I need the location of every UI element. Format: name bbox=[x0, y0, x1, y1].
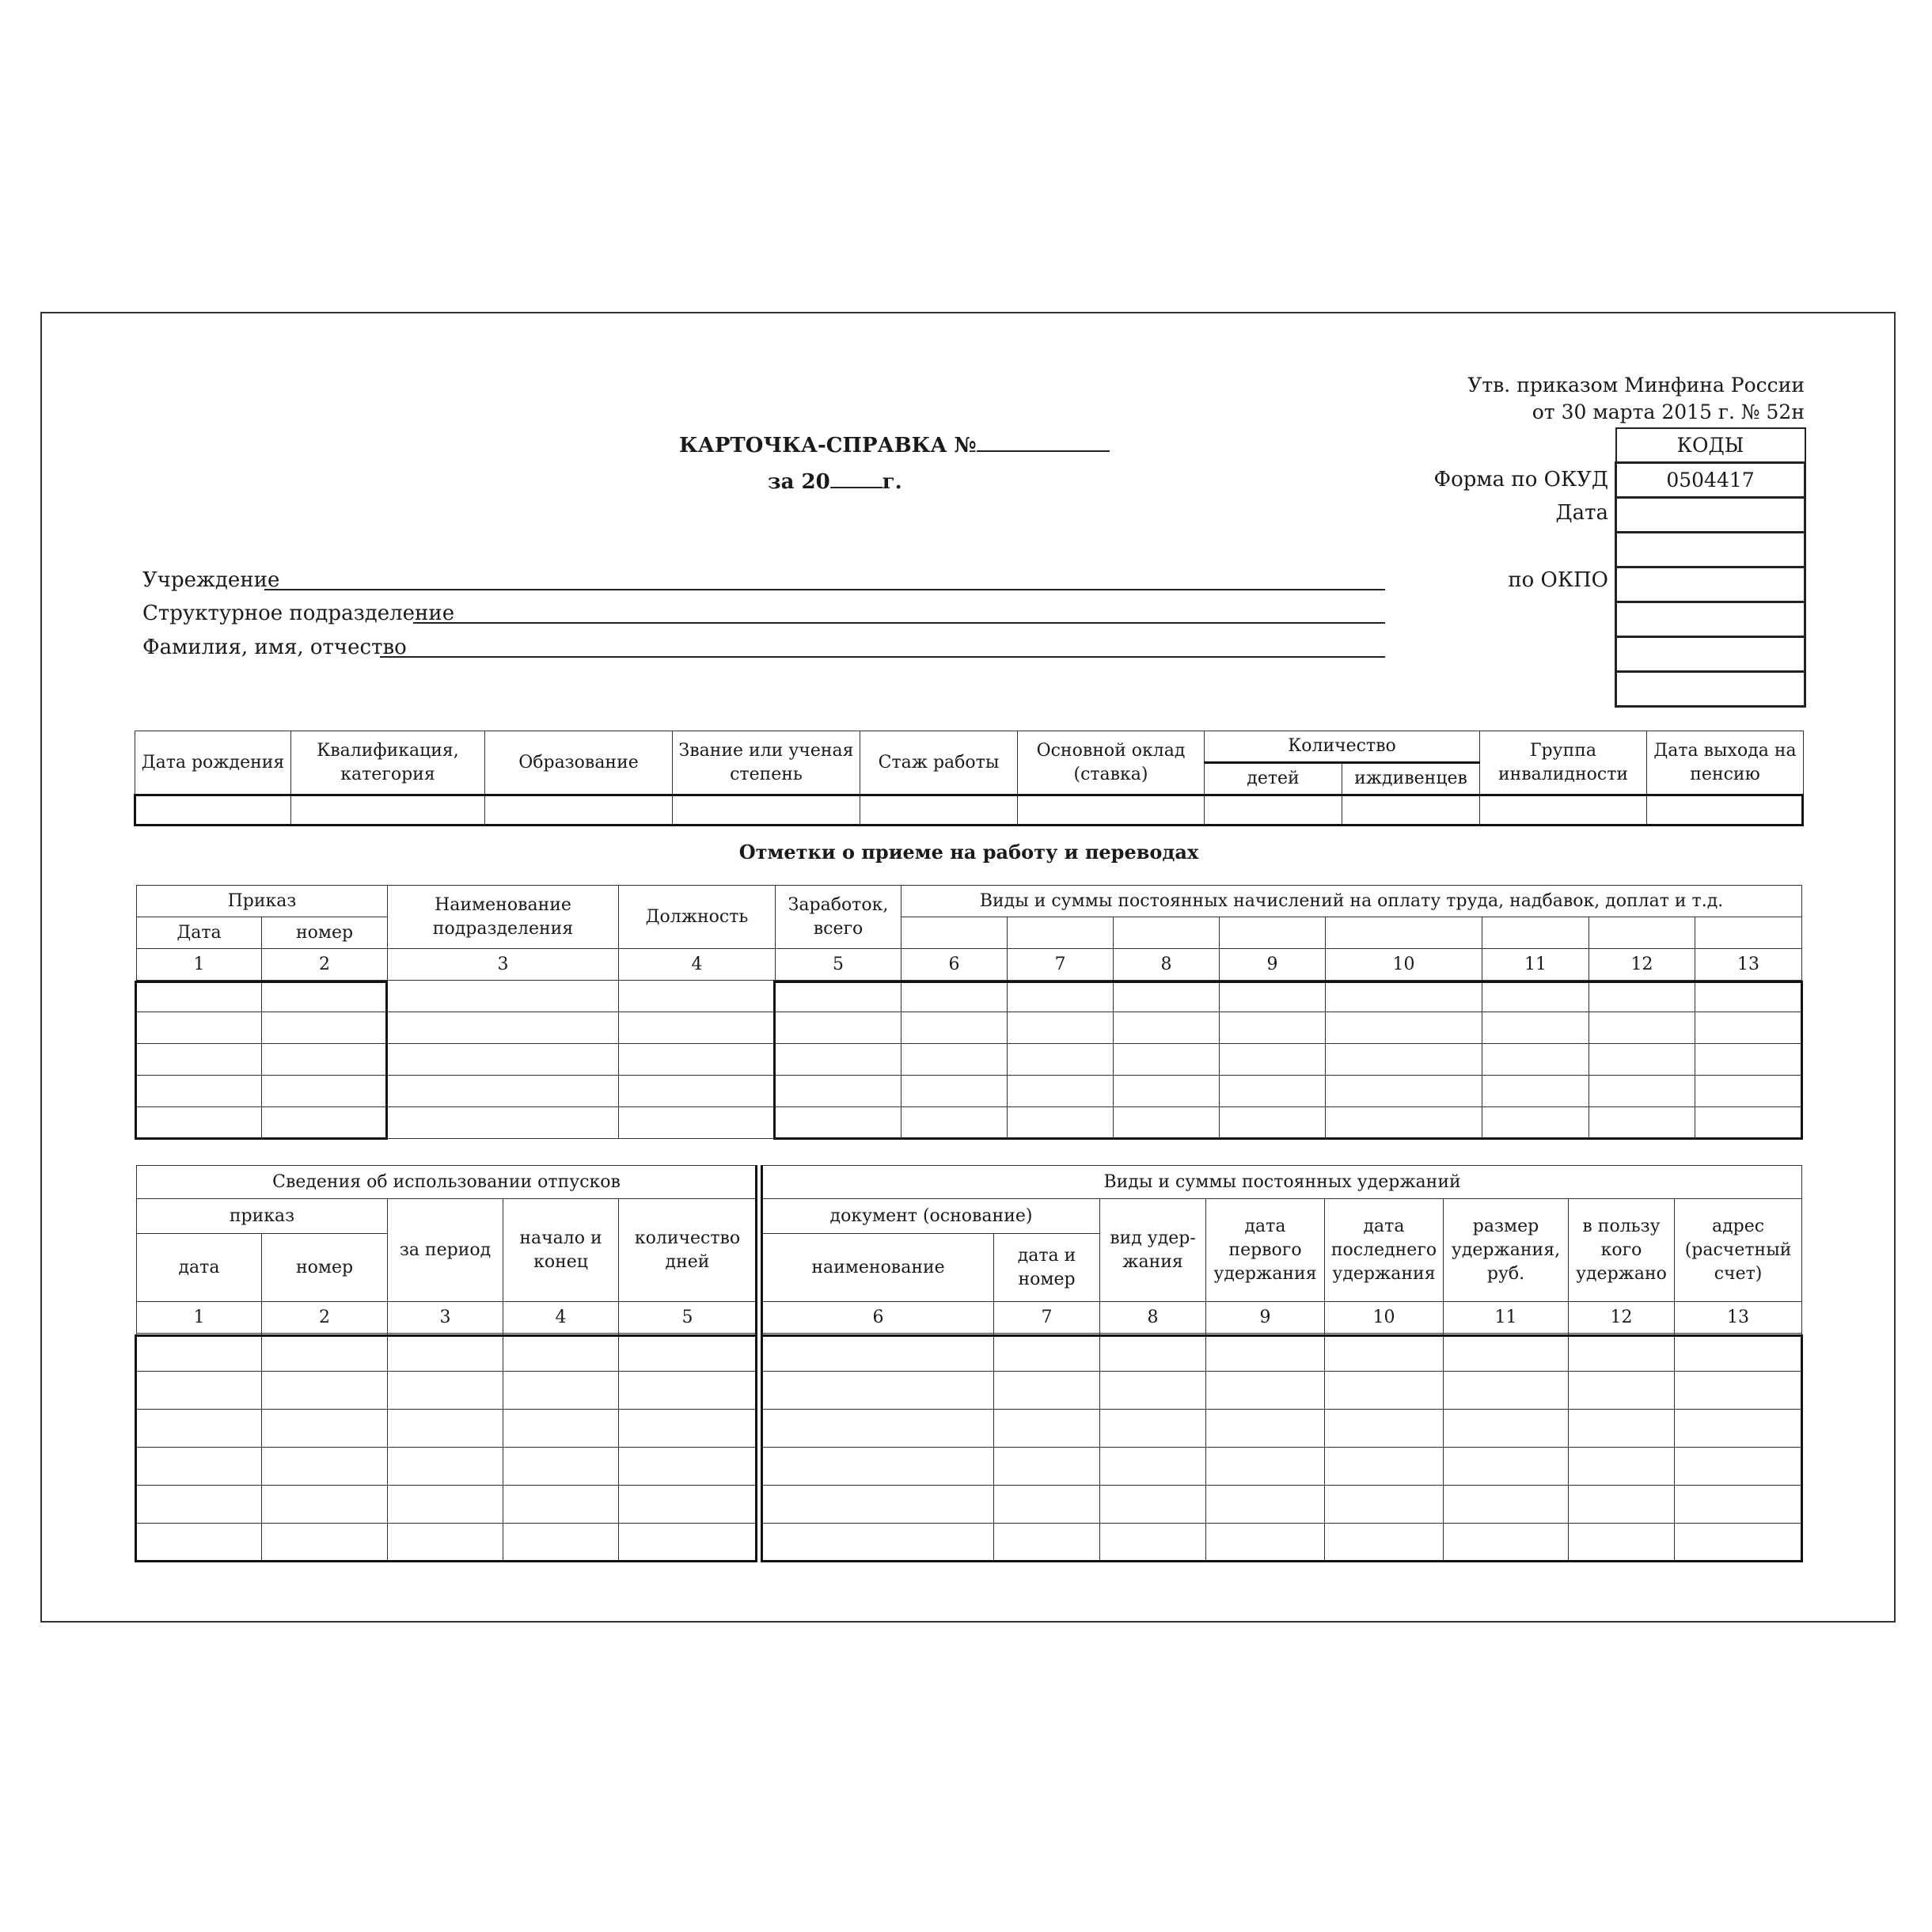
col-number: 6 bbox=[763, 1302, 994, 1334]
data-cell[interactable] bbox=[1444, 1372, 1569, 1410]
col-address: адрес (расчетный счет) bbox=[1675, 1199, 1802, 1302]
institution-field[interactable] bbox=[264, 589, 1385, 590]
data-cell[interactable] bbox=[503, 1372, 619, 1410]
data-cell[interactable] bbox=[1325, 1524, 1444, 1562]
okud-value[interactable]: 0504417 bbox=[1616, 463, 1805, 498]
hiring-section-title: Отметки о приеме на работу и переводах bbox=[738, 841, 1199, 864]
col-number: 12 bbox=[1589, 949, 1695, 981]
data-cell[interactable] bbox=[763, 1448, 994, 1486]
data-cell[interactable] bbox=[1100, 1410, 1206, 1448]
col-qualification: Квалификация, категория bbox=[291, 731, 485, 795]
data-cell[interactable] bbox=[1482, 1044, 1589, 1076]
data-cell[interactable] bbox=[137, 1107, 262, 1139]
col-disability: Группа инвалидности bbox=[1480, 731, 1647, 795]
data-cell[interactable] bbox=[1325, 1372, 1444, 1410]
data-cell[interactable] bbox=[1589, 1012, 1695, 1044]
col-position: Должность bbox=[619, 886, 776, 949]
data-row bbox=[137, 1012, 1802, 1044]
cell-qualification[interactable] bbox=[291, 795, 485, 825]
data-cell[interactable] bbox=[1008, 1012, 1114, 1044]
data-cell[interactable] bbox=[994, 1334, 1100, 1372]
col-accruals: Виды и суммы постоянных начислений на оплату труда, надбавок, доплат и т.д. bbox=[901, 886, 1802, 917]
data-cell[interactable] bbox=[388, 1524, 503, 1562]
data-row bbox=[763, 1410, 1802, 1448]
data-cell[interactable] bbox=[1325, 1448, 1444, 1486]
personal-data-row bbox=[135, 795, 1804, 825]
data-cell[interactable] bbox=[901, 1107, 1008, 1139]
data-cell[interactable] bbox=[388, 1044, 619, 1076]
data-cell[interactable] bbox=[137, 1410, 262, 1448]
data-cell[interactable] bbox=[388, 981, 619, 1012]
year-suffix: г. bbox=[882, 470, 902, 494]
data-cell[interactable] bbox=[1444, 1524, 1569, 1562]
cell-birth-date[interactable] bbox=[135, 795, 291, 825]
data-cell[interactable] bbox=[1482, 981, 1589, 1012]
col-order-number: номер bbox=[262, 917, 388, 949]
data-cell[interactable] bbox=[1008, 1107, 1114, 1139]
col-salary: Основной оклад (ставка) bbox=[1018, 731, 1205, 795]
col-document: документ (основание) bbox=[763, 1199, 1100, 1234]
col-number: 5 bbox=[776, 949, 901, 981]
data-cell[interactable] bbox=[619, 981, 776, 1012]
approval-line-1: Утв. приказом Минфина России bbox=[1467, 374, 1805, 397]
fullname-field[interactable] bbox=[380, 656, 1385, 658]
col-number: 12 bbox=[1569, 1302, 1675, 1334]
cell-pension[interactable] bbox=[1647, 795, 1804, 825]
accrual-type-1[interactable] bbox=[901, 917, 1008, 949]
data-cell[interactable] bbox=[1114, 1107, 1220, 1139]
col-number: 4 bbox=[619, 949, 776, 981]
data-cell[interactable] bbox=[137, 1044, 262, 1076]
cell-disability[interactable] bbox=[1480, 795, 1647, 825]
deductions-column-numbers bbox=[763, 1302, 1802, 1334]
data-cell[interactable] bbox=[137, 1372, 262, 1410]
col-number: 8 bbox=[1100, 1302, 1206, 1334]
col-number: 10 bbox=[1326, 949, 1482, 981]
data-cell[interactable] bbox=[1569, 1486, 1675, 1524]
cell-education[interactable] bbox=[485, 795, 673, 825]
data-cell[interactable] bbox=[1589, 981, 1695, 1012]
data-cell[interactable] bbox=[137, 1076, 262, 1107]
year-line bbox=[768, 468, 902, 494]
data-cell[interactable] bbox=[619, 1486, 757, 1524]
col-number: 4 bbox=[503, 1302, 619, 1334]
accrual-type-3[interactable] bbox=[1114, 917, 1220, 949]
data-row bbox=[763, 1524, 1802, 1562]
col-vac-days: количество дней bbox=[619, 1199, 757, 1302]
col-number: 11 bbox=[1444, 1302, 1569, 1334]
data-cell[interactable] bbox=[1695, 1044, 1802, 1076]
data-cell[interactable] bbox=[388, 1448, 503, 1486]
data-cell[interactable] bbox=[1569, 1410, 1675, 1448]
data-cell[interactable] bbox=[137, 1524, 262, 1562]
data-cell[interactable] bbox=[1114, 1044, 1220, 1076]
col-birth-date: Дата рождения bbox=[135, 731, 291, 795]
data-cell[interactable] bbox=[994, 1448, 1100, 1486]
approval-line-2: от 30 марта 2015 г. № 52н bbox=[1532, 400, 1805, 423]
accrual-type-8[interactable] bbox=[1695, 917, 1802, 949]
data-cell[interactable] bbox=[1695, 1076, 1802, 1107]
hiring-table bbox=[136, 885, 1802, 1139]
code-cell-8[interactable] bbox=[1616, 672, 1805, 707]
data-cell[interactable] bbox=[1589, 1044, 1695, 1076]
data-cell[interactable] bbox=[1114, 1076, 1220, 1107]
institution-label: Учреждение bbox=[142, 568, 280, 592]
data-cell[interactable] bbox=[776, 981, 901, 1012]
data-cell[interactable] bbox=[1675, 1524, 1802, 1562]
col-degree: Звание или ученая степень bbox=[673, 731, 860, 795]
data-cell[interactable] bbox=[1675, 1372, 1802, 1410]
data-cell[interactable] bbox=[1114, 1012, 1220, 1044]
col-number: 3 bbox=[388, 949, 619, 981]
data-cell[interactable] bbox=[1220, 1044, 1326, 1076]
data-cell[interactable] bbox=[1008, 1044, 1114, 1076]
data-cell[interactable] bbox=[1695, 1107, 1802, 1139]
data-cell[interactable] bbox=[1569, 1334, 1675, 1372]
data-cell[interactable] bbox=[388, 1486, 503, 1524]
data-row bbox=[137, 1076, 1802, 1107]
data-cell[interactable] bbox=[1100, 1334, 1206, 1372]
vacations-title: Сведения об использовании отпусков bbox=[137, 1166, 757, 1199]
data-row bbox=[137, 1410, 757, 1448]
col-number: 1 bbox=[137, 1302, 262, 1334]
card-number-field[interactable] bbox=[977, 431, 1110, 452]
data-cell[interactable] bbox=[619, 1334, 757, 1372]
data-cell[interactable] bbox=[1220, 981, 1326, 1012]
data-row bbox=[137, 981, 1802, 1012]
data-cell[interactable] bbox=[619, 1448, 757, 1486]
col-number: 2 bbox=[262, 949, 388, 981]
data-cell[interactable] bbox=[262, 1448, 388, 1486]
cell-salary[interactable] bbox=[1018, 795, 1205, 825]
data-cell[interactable] bbox=[619, 1372, 757, 1410]
data-cell[interactable] bbox=[388, 1012, 619, 1044]
col-education: Образование bbox=[485, 731, 673, 795]
data-cell[interactable] bbox=[1444, 1486, 1569, 1524]
code-cell-6[interactable] bbox=[1616, 602, 1805, 637]
data-cell[interactable] bbox=[262, 1372, 388, 1410]
year-prefix: за 20 bbox=[768, 470, 830, 494]
data-cell[interactable] bbox=[262, 1334, 388, 1372]
data-cell[interactable] bbox=[1444, 1334, 1569, 1372]
data-cell[interactable] bbox=[503, 1524, 619, 1562]
col-number: 13 bbox=[1695, 949, 1802, 981]
col-earnings: Заработок, всего bbox=[776, 886, 901, 949]
year-field[interactable] bbox=[830, 468, 882, 488]
data-cell[interactable] bbox=[1482, 1012, 1589, 1044]
data-cell[interactable] bbox=[776, 1076, 901, 1107]
fullname-label: Фамилия, имя, отчество bbox=[142, 636, 407, 659]
title-text: КАРТОЧКА-СПРАВКА № bbox=[679, 434, 977, 457]
data-cell[interactable] bbox=[1100, 1486, 1206, 1524]
data-cell[interactable] bbox=[763, 1372, 994, 1410]
codes-header: КОДЫ bbox=[1616, 428, 1805, 463]
data-cell[interactable] bbox=[1482, 1107, 1589, 1139]
data-cell[interactable] bbox=[388, 1107, 619, 1139]
col-doc-name: наименование bbox=[763, 1234, 994, 1302]
data-row bbox=[137, 1334, 757, 1372]
col-first-date: дата первого удержания bbox=[1206, 1199, 1325, 1302]
col-subdivision: Наименование подразделения bbox=[388, 886, 619, 949]
data-row bbox=[763, 1372, 1802, 1410]
data-cell[interactable] bbox=[1325, 1486, 1444, 1524]
col-children: детей bbox=[1205, 763, 1342, 795]
data-cell[interactable] bbox=[901, 1076, 1008, 1107]
data-row bbox=[763, 1334, 1802, 1372]
deductions-table bbox=[762, 1165, 1802, 1562]
data-cell[interactable] bbox=[1206, 1334, 1325, 1372]
deductions-body bbox=[763, 1334, 1802, 1562]
data-row bbox=[137, 1524, 757, 1562]
col-number: 13 bbox=[1675, 1302, 1802, 1334]
data-row bbox=[137, 1448, 757, 1486]
data-cell[interactable] bbox=[1675, 1334, 1802, 1372]
data-cell[interactable] bbox=[1589, 1076, 1695, 1107]
accrual-type-6[interactable] bbox=[1482, 917, 1589, 949]
data-cell[interactable] bbox=[1326, 1044, 1482, 1076]
data-cell[interactable] bbox=[1114, 981, 1220, 1012]
col-order: Приказ bbox=[137, 886, 388, 917]
data-cell[interactable] bbox=[763, 1524, 994, 1562]
date-code-cell[interactable] bbox=[1616, 498, 1805, 533]
col-experience: Стаж работы bbox=[860, 731, 1018, 795]
data-cell[interactable] bbox=[1675, 1448, 1802, 1486]
cell-degree[interactable] bbox=[673, 795, 860, 825]
data-cell[interactable] bbox=[137, 1334, 262, 1372]
data-cell[interactable] bbox=[262, 1012, 388, 1044]
data-cell[interactable] bbox=[262, 1524, 388, 1562]
data-cell[interactable] bbox=[619, 1012, 776, 1044]
data-cell[interactable] bbox=[901, 1044, 1008, 1076]
hiring-body bbox=[137, 981, 1802, 1139]
col-number: 7 bbox=[1008, 949, 1114, 981]
col-last-date: дата последнего удержания bbox=[1325, 1199, 1444, 1302]
data-cell[interactable] bbox=[137, 1486, 262, 1524]
col-kind: вид удер- жания bbox=[1100, 1199, 1206, 1302]
data-cell[interactable] bbox=[619, 1107, 776, 1139]
data-row bbox=[763, 1448, 1802, 1486]
data-cell[interactable] bbox=[776, 1107, 901, 1139]
data-cell[interactable] bbox=[1569, 1524, 1675, 1562]
data-cell[interactable] bbox=[619, 1076, 776, 1107]
col-number: 2 bbox=[262, 1302, 388, 1334]
data-cell[interactable] bbox=[262, 1044, 388, 1076]
data-cell[interactable] bbox=[1444, 1410, 1569, 1448]
data-cell[interactable] bbox=[776, 1044, 901, 1076]
data-cell[interactable] bbox=[1100, 1448, 1206, 1486]
col-doc-date: дата и номер bbox=[994, 1234, 1100, 1302]
data-cell[interactable] bbox=[503, 1486, 619, 1524]
code-cell-7[interactable] bbox=[1616, 637, 1805, 672]
data-cell[interactable] bbox=[503, 1334, 619, 1372]
col-number: 9 bbox=[1206, 1302, 1325, 1334]
data-cell[interactable] bbox=[137, 1012, 262, 1044]
data-cell[interactable] bbox=[262, 1410, 388, 1448]
data-cell[interactable] bbox=[1482, 1076, 1589, 1107]
col-vac-number: номер bbox=[262, 1234, 388, 1302]
data-row bbox=[763, 1486, 1802, 1524]
data-cell[interactable] bbox=[619, 1410, 757, 1448]
col-amount: размер удержания, руб. bbox=[1444, 1199, 1569, 1302]
data-cell[interactable] bbox=[388, 1410, 503, 1448]
col-vac-date: дата bbox=[137, 1234, 262, 1302]
data-cell[interactable] bbox=[1220, 1012, 1326, 1044]
data-cell[interactable] bbox=[901, 1012, 1008, 1044]
data-cell[interactable] bbox=[262, 1486, 388, 1524]
vacations-column-numbers bbox=[137, 1302, 757, 1334]
col-number: 5 bbox=[619, 1302, 757, 1334]
okud-label: Форма по ОКУД bbox=[1433, 468, 1608, 492]
data-cell[interactable] bbox=[1675, 1410, 1802, 1448]
data-cell[interactable] bbox=[1326, 1012, 1482, 1044]
okpo-label: по ОКПО bbox=[1508, 568, 1608, 592]
data-cell[interactable] bbox=[1206, 1486, 1325, 1524]
accrual-type-5[interactable] bbox=[1326, 917, 1482, 949]
data-cell[interactable] bbox=[388, 1334, 503, 1372]
data-cell[interactable] bbox=[1695, 1012, 1802, 1044]
data-cell[interactable] bbox=[262, 981, 388, 1012]
data-cell[interactable] bbox=[776, 1012, 901, 1044]
accrual-type-2[interactable] bbox=[1008, 917, 1114, 949]
data-cell[interactable] bbox=[1695, 981, 1802, 1012]
cell-children[interactable] bbox=[1205, 795, 1342, 825]
col-number: 10 bbox=[1325, 1302, 1444, 1334]
date-code-cell-2[interactable] bbox=[1616, 533, 1805, 567]
deductions-title: Виды и суммы постоянных удержаний bbox=[763, 1166, 1802, 1199]
col-number: 11 bbox=[1482, 949, 1589, 981]
data-row bbox=[137, 1107, 1802, 1139]
col-beneficiary: в пользу кого удержано bbox=[1569, 1199, 1675, 1302]
data-cell[interactable] bbox=[1326, 1107, 1482, 1139]
data-cell[interactable] bbox=[994, 1524, 1100, 1562]
col-number: 1 bbox=[137, 949, 262, 981]
col-dependents: иждивенцев bbox=[1342, 763, 1480, 795]
data-cell[interactable] bbox=[1100, 1524, 1206, 1562]
data-cell[interactable] bbox=[1206, 1448, 1325, 1486]
data-cell[interactable] bbox=[763, 1334, 994, 1372]
col-order-date: Дата bbox=[137, 917, 262, 949]
cell-experience[interactable] bbox=[860, 795, 1018, 825]
data-cell[interactable] bbox=[388, 1076, 619, 1107]
data-cell[interactable] bbox=[1100, 1372, 1206, 1410]
data-cell[interactable] bbox=[1326, 1076, 1482, 1107]
data-cell[interactable] bbox=[262, 1076, 388, 1107]
data-cell[interactable] bbox=[1206, 1410, 1325, 1448]
data-cell[interactable] bbox=[763, 1410, 994, 1448]
col-vac-start-end: начало и конец bbox=[503, 1199, 619, 1302]
vacations-table bbox=[136, 1165, 757, 1562]
data-cell[interactable] bbox=[137, 1448, 262, 1486]
data-cell[interactable] bbox=[388, 1372, 503, 1410]
col-number: 7 bbox=[994, 1302, 1100, 1334]
date-label: Дата bbox=[1555, 501, 1608, 525]
cell-dependents[interactable] bbox=[1342, 795, 1480, 825]
col-quantity: Количество bbox=[1205, 731, 1480, 763]
hiring-column-numbers bbox=[137, 949, 1802, 981]
data-cell[interactable] bbox=[994, 1410, 1100, 1448]
codes-table bbox=[1615, 427, 1806, 708]
data-cell[interactable] bbox=[1675, 1486, 1802, 1524]
col-pension: Дата выхода на пенсию bbox=[1647, 731, 1804, 795]
data-cell[interactable] bbox=[503, 1448, 619, 1486]
data-cell[interactable] bbox=[1220, 1107, 1326, 1139]
col-vac-period: за период bbox=[388, 1199, 503, 1302]
data-cell[interactable] bbox=[1220, 1076, 1326, 1107]
data-cell[interactable] bbox=[137, 981, 262, 1012]
data-cell[interactable] bbox=[1206, 1524, 1325, 1562]
department-label: Структурное подразделение bbox=[142, 602, 455, 625]
data-cell[interactable] bbox=[901, 981, 1008, 1012]
vacations-body bbox=[137, 1334, 757, 1562]
personal-info-table bbox=[135, 731, 1804, 825]
data-cell[interactable] bbox=[262, 1107, 388, 1139]
data-cell[interactable] bbox=[1326, 981, 1482, 1012]
data-cell[interactable] bbox=[763, 1486, 994, 1524]
col-number: 3 bbox=[388, 1302, 503, 1334]
data-cell[interactable] bbox=[619, 1044, 776, 1076]
col-number: 6 bbox=[901, 949, 1008, 981]
approval-note bbox=[1467, 372, 1805, 426]
data-row bbox=[137, 1044, 1802, 1076]
data-cell[interactable] bbox=[1206, 1372, 1325, 1410]
data-cell[interactable] bbox=[1444, 1448, 1569, 1486]
document-title bbox=[679, 431, 1110, 457]
data-cell[interactable] bbox=[1325, 1334, 1444, 1372]
accrual-type-4[interactable] bbox=[1220, 917, 1326, 949]
data-cell[interactable] bbox=[1569, 1448, 1675, 1486]
col-number: 9 bbox=[1220, 949, 1326, 981]
data-cell[interactable] bbox=[994, 1372, 1100, 1410]
data-cell[interactable] bbox=[503, 1410, 619, 1448]
col-number: 8 bbox=[1114, 949, 1220, 981]
data-cell[interactable] bbox=[1008, 1076, 1114, 1107]
data-row bbox=[137, 1486, 757, 1524]
okpo-code-cell[interactable] bbox=[1616, 567, 1805, 602]
data-cell[interactable] bbox=[1569, 1372, 1675, 1410]
col-vac-order: приказ bbox=[137, 1199, 388, 1234]
department-field[interactable] bbox=[413, 622, 1385, 624]
data-cell[interactable] bbox=[1589, 1107, 1695, 1139]
data-cell[interactable] bbox=[1325, 1410, 1444, 1448]
accrual-type-7[interactable] bbox=[1589, 917, 1695, 949]
data-cell[interactable] bbox=[1008, 981, 1114, 1012]
data-cell[interactable] bbox=[994, 1486, 1100, 1524]
data-cell[interactable] bbox=[619, 1524, 757, 1562]
data-row bbox=[137, 1372, 757, 1410]
